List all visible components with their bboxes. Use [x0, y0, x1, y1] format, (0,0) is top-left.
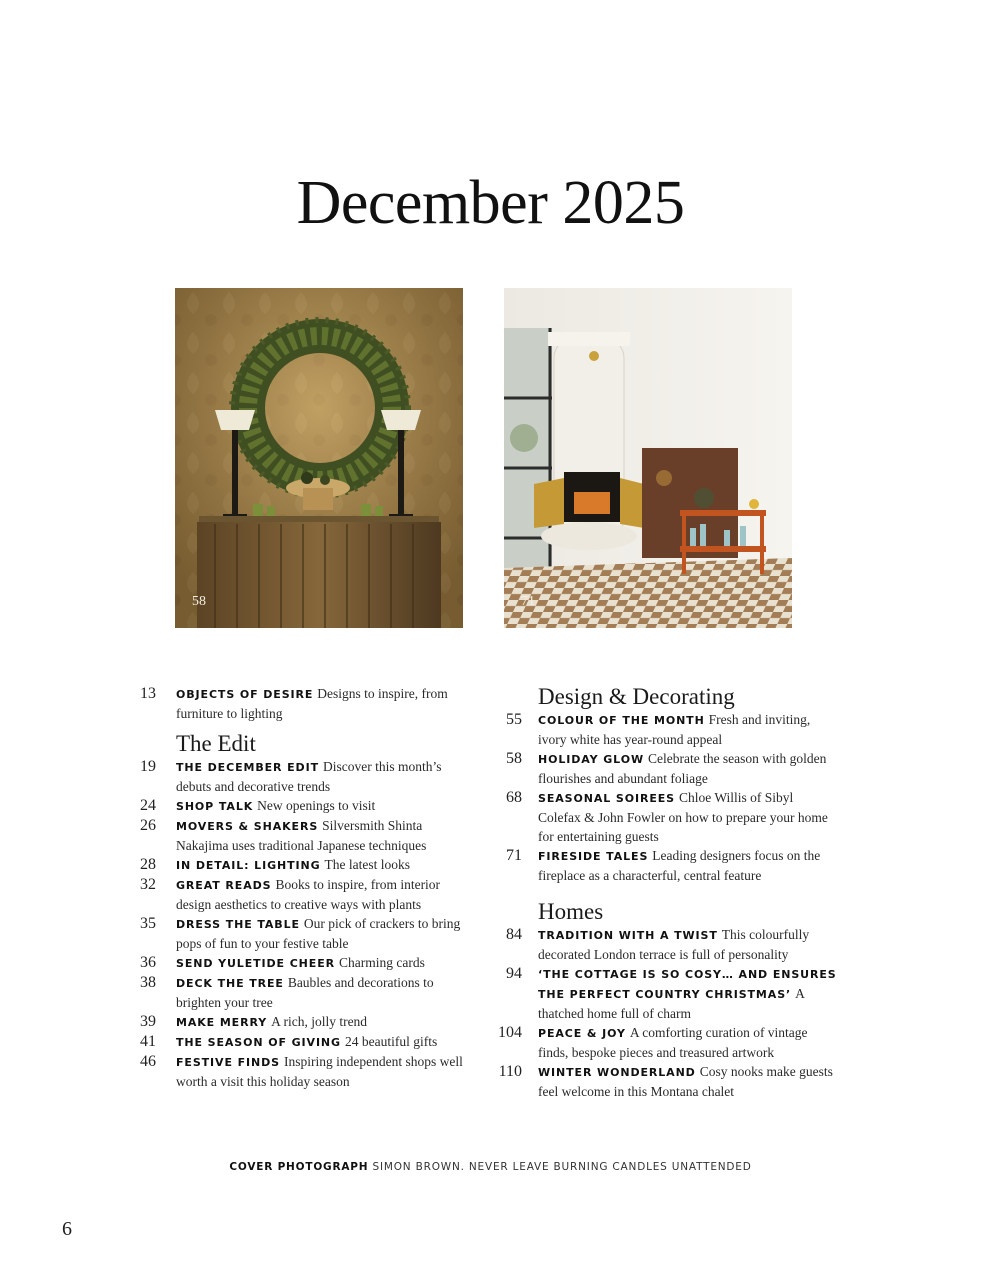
contents-entry[interactable] [130, 757, 475, 796]
entry-description: Leading designers focus on the fireplace as a characterful, central feature [538, 848, 821, 883]
page-number: 32 [140, 876, 156, 893]
contents-right-column [492, 684, 837, 1101]
contents-entry[interactable] [130, 953, 475, 973]
entry-heading: FIRESIDE TALES [538, 850, 649, 863]
the-edit-list [130, 757, 475, 1091]
entry-heading: GREAT READS [176, 879, 272, 892]
contents-entry[interactable] [492, 1023, 837, 1062]
contents-entry[interactable] [492, 749, 837, 788]
page-number: 35 [140, 915, 156, 932]
photo-wreath[interactable] [175, 288, 463, 628]
entry-description: The latest looks [324, 857, 411, 872]
cover-credit [0, 1161, 981, 1173]
entry-heading: DECK THE TREE [176, 977, 284, 990]
contents-entry[interactable] [492, 846, 837, 885]
page-number: 13 [140, 685, 156, 702]
contents-left-column [130, 684, 475, 1091]
entry-description: Celebrate the season with golden flourishes and abundant foliage [538, 751, 827, 786]
contents-entry[interactable] [130, 684, 475, 723]
page-number: 39 [140, 1013, 156, 1030]
entry-heading: IN DETAIL: LIGHTING [176, 859, 321, 872]
page-number: 28 [140, 856, 156, 873]
page-number: 104 [498, 1024, 522, 1041]
entry-description: This colourfully decorated London terrace is full of personality [538, 927, 810, 962]
contents-entry[interactable] [130, 855, 475, 875]
page-number: 24 [140, 797, 156, 814]
contents-entry[interactable] [492, 964, 837, 1023]
contents-entry[interactable] [130, 875, 475, 914]
entry-description: Our pick of crackers to bring pops of fun to your festive table [176, 916, 461, 951]
entry-description: 24 beautiful gifts [344, 1034, 438, 1049]
page-number: 68 [506, 789, 522, 806]
contents-entry[interactable] [130, 973, 475, 1012]
entry-description: Inspiring independent shops well worth a visit this holiday season [176, 1054, 463, 1089]
photo-page-number: 71 [521, 594, 535, 609]
entry-heading: DRESS THE TABLE [176, 918, 300, 931]
contents-entry[interactable] [492, 788, 837, 846]
contents-entry[interactable] [130, 1012, 475, 1032]
entry-heading: PEACE & JOY [538, 1027, 626, 1040]
entry-description: Chloe Willis of Sibyl Colefax & John Fowler on how to prepare your home for entertaining guests [538, 790, 828, 844]
cover-credit-text: SIMON BROWN. NEVER LEAVE BURNING CANDLES UNATTENDED [372, 1161, 752, 1173]
entry-heading: TRADITION WITH A TWIST [538, 929, 718, 942]
entry-description: Charming cards [338, 955, 425, 970]
entry-heading: WINTER WONDERLAND [538, 1066, 696, 1079]
photo-stove[interactable] [504, 288, 792, 628]
entry-heading: ‘THE COTTAGE IS SO COSY… AND ENSURES THE PERFECT COUNTRY CHRISTMAS’ [538, 968, 837, 1001]
photo-page-number: 58 [192, 594, 206, 609]
entry-description: Discover this month’s debuts and decorative trends [176, 759, 442, 794]
entry-description: A comforting curation of vintage finds, bespoke pieces and treasured artwork [538, 1025, 808, 1060]
entry-description: Cosy nooks make guests feel welcome in this Montana chalet [538, 1064, 833, 1099]
page-number: 94 [506, 965, 522, 982]
page-number: 36 [140, 954, 156, 971]
entry-heading: FESTIVE FINDS [176, 1056, 280, 1069]
page-number: 38 [140, 974, 156, 991]
entry-heading: THE DECEMBER EDIT [176, 761, 319, 774]
page-number: 110 [498, 1063, 522, 1080]
design-list [492, 710, 837, 885]
contents-entry[interactable] [130, 796, 475, 816]
page-number: 19 [140, 758, 156, 775]
page-number: 84 [506, 926, 522, 943]
entry-description: Fresh and inviting, ivory white has year-round appeal [538, 712, 811, 747]
page-number: 26 [140, 817, 156, 834]
entry-heading: HOLIDAY GLOW [538, 753, 644, 766]
entry-heading: MAKE MERRY [176, 1016, 268, 1029]
wreath-image [175, 288, 463, 628]
contents-entry[interactable] [130, 1032, 475, 1052]
entry-heading: SEASONAL SOIREES [538, 792, 675, 805]
section-title-the-edit: The Edit [176, 731, 256, 756]
contents-entry[interactable] [492, 710, 837, 749]
contents-entry[interactable] [492, 1062, 837, 1101]
entry-heading: COLOUR OF THE MONTH [538, 714, 705, 727]
contents-entry[interactable] [492, 925, 837, 964]
page-number: 55 [506, 711, 522, 728]
folio-page-number: 6 [62, 1218, 72, 1240]
section-title-design-decorating: Design & Decorating [538, 684, 735, 709]
page-number: 71 [506, 847, 522, 864]
contents-entry[interactable] [130, 914, 475, 953]
entry-description: Silversmith Shinta Nakajima uses traditional Japanese techniques [176, 818, 427, 853]
entry-heading: OBJECTS OF DESIRE [176, 688, 314, 701]
section-title-homes: Homes [538, 899, 604, 924]
stove-image [504, 288, 792, 628]
page-number: 41 [140, 1033, 156, 1050]
entry-description: Books to inspire, from interior design aesthetics to creative ways with plants [176, 877, 441, 912]
entry-heading: SEND YULETIDE CHEER [176, 957, 335, 970]
page-number: 46 [140, 1053, 156, 1070]
entry-heading: MOVERS & SHAKERS [176, 820, 319, 833]
contents-entry[interactable] [130, 1052, 475, 1091]
cover-credit-label: COVER PHOTOGRAPH [229, 1161, 369, 1173]
entry-description: A thatched home full of charm [538, 986, 805, 1021]
contents-entry[interactable] [130, 816, 475, 855]
entry-heading: THE SEASON OF GIVING [176, 1036, 341, 1049]
page-title: December 2025 [296, 169, 685, 237]
homes-list [492, 925, 837, 1101]
entry-description: Designs to inspire, from furniture to lighting [176, 686, 448, 721]
entry-description: Baubles and decorations to brighten your tree [176, 975, 434, 1010]
entry-description: A rich, jolly trend [271, 1014, 368, 1029]
page-number: 58 [506, 750, 522, 767]
entry-description: New openings to visit [257, 798, 376, 813]
entry-heading: SHOP TALK [176, 800, 254, 813]
